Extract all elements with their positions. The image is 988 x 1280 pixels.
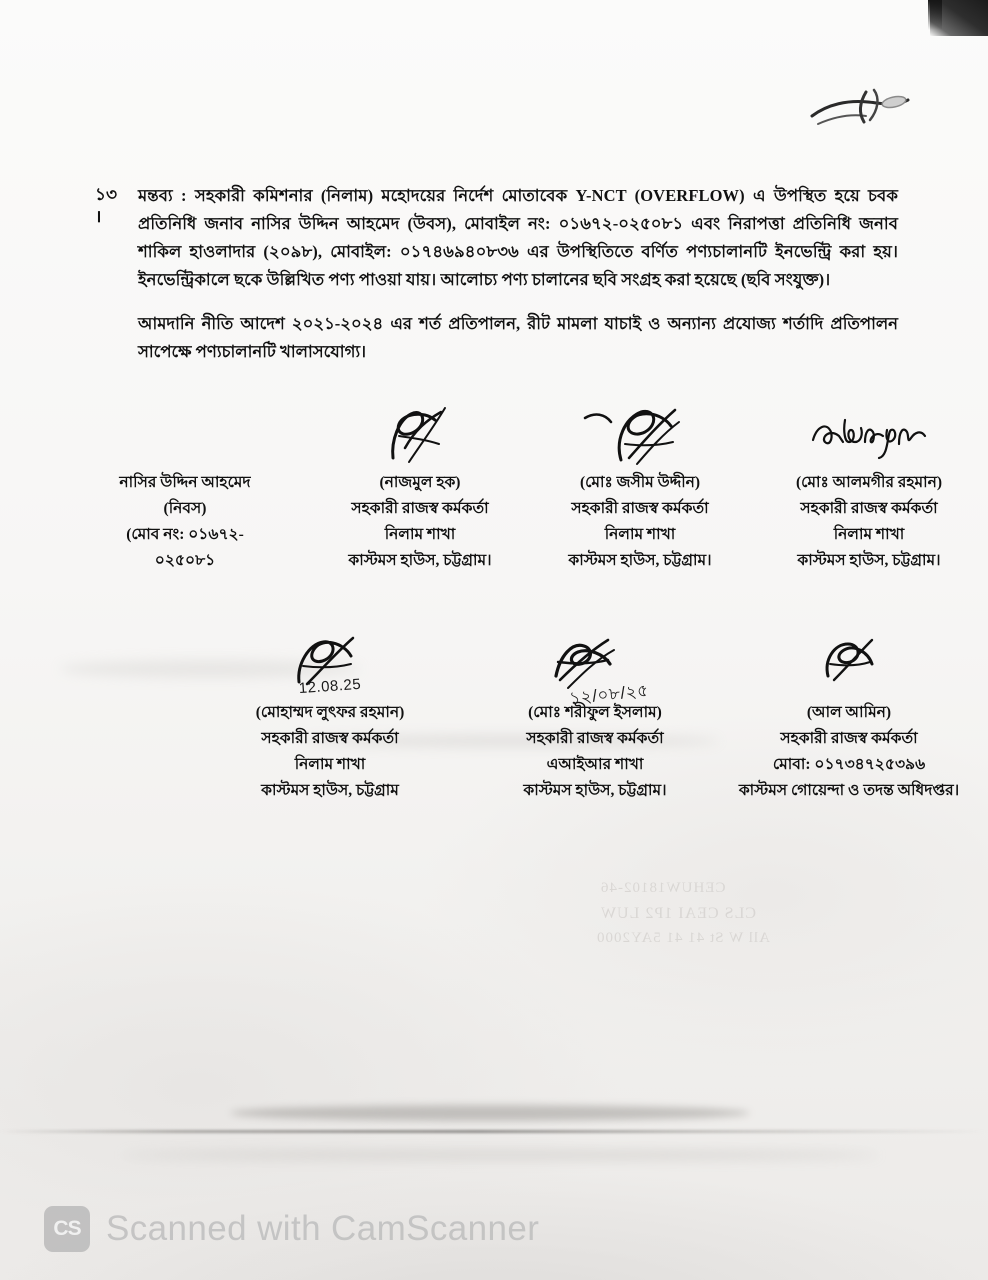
signature-line: কাস্টমস হাউস, চট্টগ্রাম। [797, 552, 941, 569]
signature-ink [750, 400, 988, 470]
signature-ink [180, 630, 480, 700]
signature-line: কাস্টমস হাউস, চট্টগ্রাম। [348, 552, 492, 569]
signature-line: সহকারী রাজস্ব কর্মকর্তা [261, 730, 399, 747]
signature-line: (মোঃ আলমগীর রহমান) [795, 474, 943, 491]
signature-lines [750, 470, 988, 574]
signature-lines [530, 470, 750, 574]
signature-line: কাস্টমস হাউস, চট্টগ্রাম। [523, 782, 667, 799]
signature-line: (মোব নং: ০১৬৭২- [126, 526, 244, 543]
signature-block-najmul-hoque [310, 400, 530, 574]
signature-ink [310, 400, 530, 470]
signature-line: নিলাম শাখা [384, 526, 456, 543]
camscanner-logo-icon: CS [44, 1206, 90, 1252]
signature-line: কাস্টমস গোয়েন্দা ও তদন্ত অধিদপ্তর। [738, 782, 960, 799]
signature-lines [180, 700, 480, 804]
signature-row-2 [0, 630, 988, 804]
bleed-through-text-3: All W St 41 41 5AY2000 [596, 930, 770, 946]
signature-ink [710, 630, 988, 700]
signature-line: (আল আমিন) [806, 704, 892, 721]
signature-line: কাস্টমস হাউস, চট্টগ্রাম। [568, 552, 712, 569]
signature-line: সহকারী রাজস্ব কর্মকর্তা [780, 730, 918, 747]
clearance-paragraph: আমদানি নীতি আদেশ ২০২১-২০২৪ এর শর্ত প্রতিপালন, রীট মামলা যাচাই ও অন্যান্য প্রযোজ্য শর্তাদি প্রতিপালন সাপেক্ষে পণ্যচালানটি খালাসযোগ্য। [138, 314, 898, 361]
signature-line: সহকারী রাজস্ব কর্মকর্তা [526, 730, 664, 747]
signature-date-stamp: 12.08.25 [298, 675, 362, 698]
signature-line: নিলাম শাখা [294, 756, 366, 773]
signature-date-stamp: ১২/০৮/২৫ [568, 680, 650, 709]
signature-row-1 [0, 400, 988, 574]
signature-block-al-amin [710, 630, 988, 804]
signature-block-lutfor-rahman [180, 630, 480, 804]
item-number-value: ১৩ [95, 185, 118, 204]
signature-line: (মোঃ শরীফুল ইসলাম) [528, 704, 662, 721]
signature-line: (নিবস) [163, 500, 207, 517]
signature-line: নিলাম শাখা [833, 526, 905, 543]
signature-line: (মোঃ জসীম উদ্দীন) [579, 474, 701, 491]
signature-lines [710, 700, 988, 804]
signature-line: (নাজমুল হক) [379, 474, 461, 491]
signature-ink [530, 400, 750, 470]
signature-block-representative [60, 400, 310, 574]
camscanner-watermark [44, 1206, 539, 1252]
item-number [95, 182, 117, 230]
signature-line: এআইআর শাখা [546, 756, 644, 773]
signature-line: সহকারী রাজস্ব কর্মকর্তা [571, 500, 709, 517]
signature-line: ০২৫০৮১ [154, 552, 216, 569]
signature-line: মোবা: ০১৭৩৪৭২৫৩৯৬ [772, 756, 926, 773]
signature-block-josim-uddin [530, 400, 750, 574]
camscanner-watermark-label: Scanned with CamScanner [106, 1209, 540, 1248]
signature-line: সহকারী রাজস্ব কর্মকর্তা [351, 500, 489, 517]
signature-ink [480, 630, 710, 709]
signature-line: সহকারী রাজস্ব কর্মকর্তা [800, 500, 938, 517]
signature-line: (মোহাম্মদ লুৎফর রহমান) [255, 704, 405, 721]
signature-line: নাসির উদ্দিন আহমেদ [119, 474, 251, 491]
signature-line: কাস্টমস হাউস, চট্টগ্রাম [261, 782, 399, 799]
signature-ink-empty [60, 400, 310, 470]
signature-block-alamgir-rahman [750, 400, 988, 574]
signature-lines [480, 700, 710, 804]
signature-lines [310, 470, 530, 574]
signature-lines [60, 470, 310, 574]
remarks-paragraph: মন্তব্য : সহকারী কমিশনার (নিলাম) মহোদয়ের নির্দেশ মোতাবেক Y-NCT (OVERFLOW) এ উপস্থিত হয়ে চবক প্রতিনিধি জনাব নাসির উদ্দিন আহমেদ (উবস), মোবাইল নং: ০১৬৭২-০২৫০৮১ এবং নিরাপত্তা প্রতিনিধি জনাব শাকিল হাওলাদার (২০৯৮), মোবাইল: ০১৭৪৬৯৪০৮৩৬ এর উপস্থিতিতে বর্ণিত পণ্যচালানটি ইনভেন্ট্রি করা হয়। ইনভেন্ট্রিকালে ছকে উল্লিখিত পণ্য পাওয়া যায়। আলোচ্য পণ্য চালানের ছবি সংগ্রহ করা হয়েছে (ছবি সংযুক্ত)। [138, 186, 898, 289]
signature-block-shariful-islam [480, 630, 710, 804]
item-number-dari: । [95, 207, 102, 226]
bleed-through-text-1: CEHUW18102-46 [600, 880, 726, 896]
signature-line: নিলাম শাখা [604, 526, 676, 543]
bleed-through-text-2: CLS CEAI 1P2 LUW [600, 905, 756, 922]
